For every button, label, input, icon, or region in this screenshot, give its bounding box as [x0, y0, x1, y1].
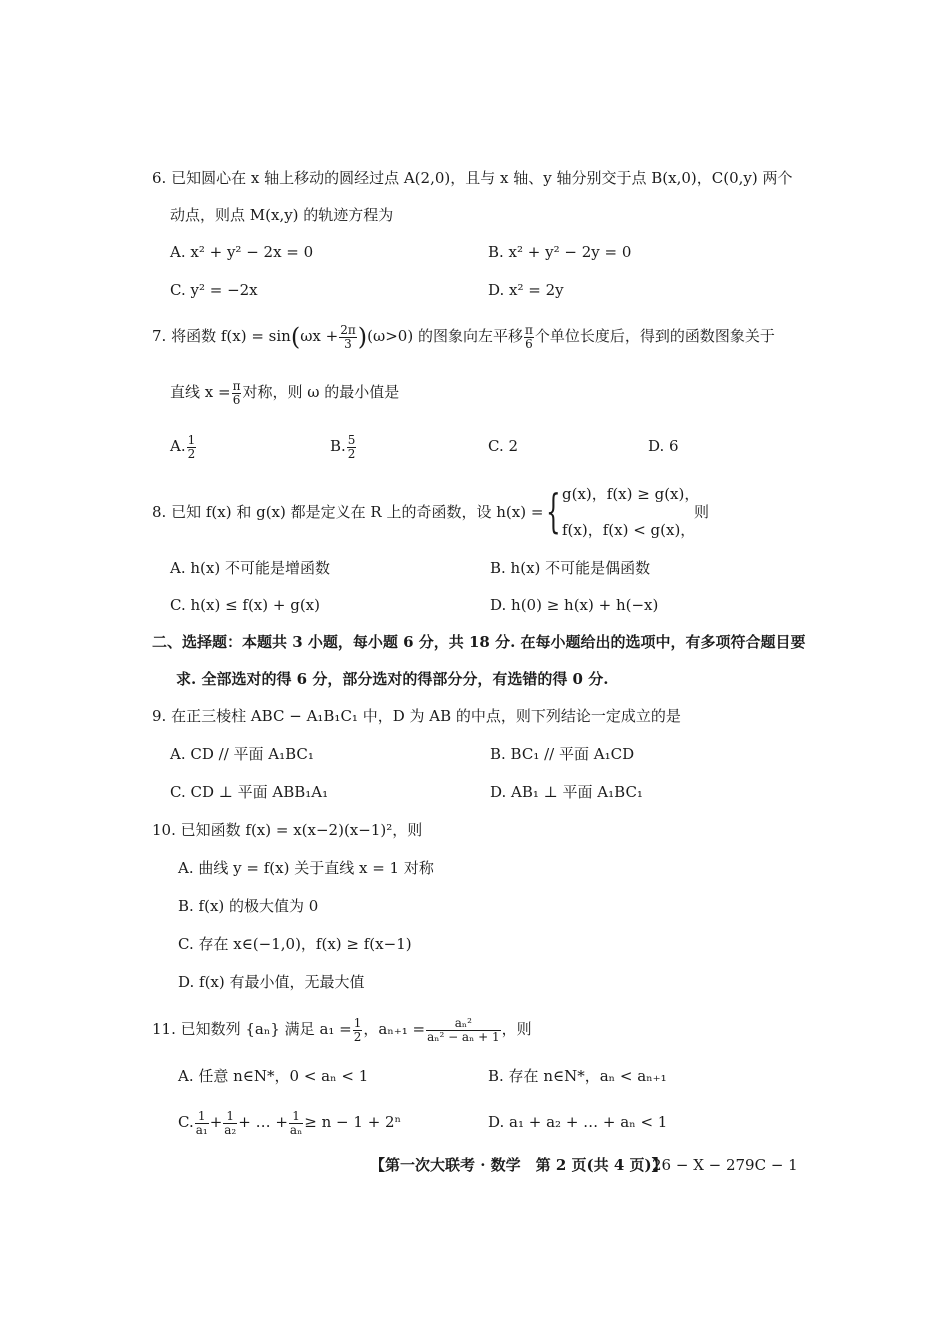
q7-option-d: D. 6: [648, 437, 679, 455]
q7-paren-close: ): [357, 323, 368, 351]
q7-option-b-fraction: $\frac{5}{2}$: [347, 432, 356, 461]
q11-stem: 11. 已知数列 {aₙ} 满足 a₁ = $\frac{1}{2}$ ，aₙ₊₁ = $\frac{\text{aₙ²}}{\text{aₙ² − aₙ + 1}}$ ，则: [152, 1015, 532, 1044]
q7-option-a-fraction: $\frac{1}{2}$: [187, 432, 196, 461]
q8-option-d: D. h(0) ≥ h(x) + h(−x): [490, 596, 659, 614]
section-2-heading-line1: 二、选择题：本题共 3 小题，每小题 6 分，共 18 分. 在每小题给出的选项中，有多项符合题目要: [152, 633, 806, 651]
q9-option-c: C. CD ⊥ 平面 ABB₁A₁: [170, 783, 329, 801]
q7-option-a: A. $\frac{1}{2}$: [170, 432, 196, 461]
q7-option-c: C. 2: [488, 437, 519, 455]
q6-stem-line2: 动点，则点 M(x,y) 的轨迹方程为: [170, 206, 394, 224]
q11-option-c: C. $\frac{1}{\text{a₁}}$ + $\frac{1}{\text{a₂}}$ + … + $\frac{1}{\text{aₙ}}$ ≥ n − 1 + 2ⁿ: [178, 1108, 402, 1137]
q11-option-d: D. a₁ + a₂ + … + aₙ < 1: [488, 1113, 668, 1131]
q9-option-b: B. BC₁ // 平面 A₁CD: [490, 745, 635, 763]
q8-piecewise-brace: {: [546, 484, 561, 538]
q11-option-c-term2: $\frac{1}{\text{a₂}}$: [224, 1108, 237, 1137]
q11-option-c-term3: $\frac{1}{\text{aₙ}}$: [289, 1108, 303, 1137]
q8-piecewise-case2: f(x)，f(x) < g(x)，: [562, 521, 696, 539]
q8-stem-tail: 则: [694, 503, 710, 521]
q8-piecewise-case1: g(x)，f(x) ≥ g(x)，: [562, 485, 700, 503]
q7-fraction-pi-6: $\frac{\pi}{6}$: [524, 322, 533, 351]
q8-option-a: A. h(x) 不可能是增函数: [170, 559, 330, 577]
q6-option-b: B. x² + y² − 2y = 0: [488, 243, 632, 261]
page-footer-code: 26 − X − 279C − 1: [652, 1156, 798, 1174]
q11-option-a: A. 任意 n∈N*，0 < aₙ < 1: [178, 1067, 369, 1085]
q9-stem: 9. 在正三棱柱 ABC − A₁B₁C₁ 中，D 为 AB 的中点，则下列结论一定成立的是: [152, 707, 681, 725]
q6-option-d: D. x² = 2y: [488, 281, 564, 299]
q6-stem-line1: 6. 已知圆心在 x 轴上移动的圆经过点 A(2,0)，且与 x 轴、y 轴分别交于点 B(x,0)，C(0,y) 两个: [152, 169, 793, 187]
q10-option-a: A. 曲线 y = f(x) 关于直线 x = 1 对称: [178, 859, 434, 877]
q11-option-b: B. 存在 n∈N*，aₙ < aₙ₊₁: [488, 1067, 667, 1085]
q9-option-d: D. AB₁ ⊥ 平面 A₁BC₁: [490, 783, 643, 801]
q8-stem: 8. 已知 f(x) 和 g(x) 都是定义在 R 上的奇函数，设 h(x) =: [152, 503, 544, 521]
q10-option-d: D. f(x) 有最小值，无最大值: [178, 973, 365, 991]
q10-option-b: B. f(x) 的极大值为 0: [178, 897, 319, 915]
q7-stem-line1: 7. 将函数 f(x) = sin(ωx + $\frac{2\pi}{3}$ )(ω>0) 的图象向左平移 $\frac{\pi}{6}$ 个单位长度后，得到的函数图象关于: [152, 322, 775, 351]
q8-option-b: B. h(x) 不可能是偶函数: [490, 559, 651, 577]
page-footer-title: 【第一次大联考 · 数学 第 2 页(共 4 页)】: [370, 1156, 667, 1174]
q6-option-c: C. y² = −2x: [170, 281, 258, 299]
q8-option-c: C. h(x) ≤ f(x) + g(x): [170, 596, 320, 614]
section-2-heading-line2: 求. 全部选对的得 6 分，部分选对的得部分分，有选错的得 0 分.: [176, 670, 609, 688]
q11-fraction-recurrence: $\frac{\text{aₙ²}}{\text{aₙ² − aₙ + 1}}$: [427, 1015, 500, 1044]
q10-option-c: C. 存在 x∈(−1,0)，f(x) ≥ f(x−1): [178, 935, 412, 953]
q7-stem-line2: 直线 x = $\frac{\pi}{6}$ 对称，则 ω 的最小值是: [170, 378, 400, 407]
q11-option-c-term1: $\frac{1}{\text{a₁}}$: [195, 1108, 208, 1137]
q7-option-b: B. $\frac{5}{2}$: [330, 432, 356, 461]
q9-option-a: A. CD // 平面 A₁BC₁: [170, 745, 314, 763]
q11-fraction-a1: $\frac{1}{2}$: [353, 1015, 362, 1044]
q6-option-a: A. x² + y² − 2x = 0: [170, 243, 314, 261]
q10-stem: 10. 已知函数 f(x) = x(x−2)(x−1)²，则: [152, 821, 423, 839]
q7-fraction-2pi-3: $\frac{2\pi}{3}$: [340, 322, 356, 351]
q7-fraction-axis: $\frac{\pi}{6}$: [232, 378, 241, 407]
q7-paren-open: (: [290, 323, 301, 351]
